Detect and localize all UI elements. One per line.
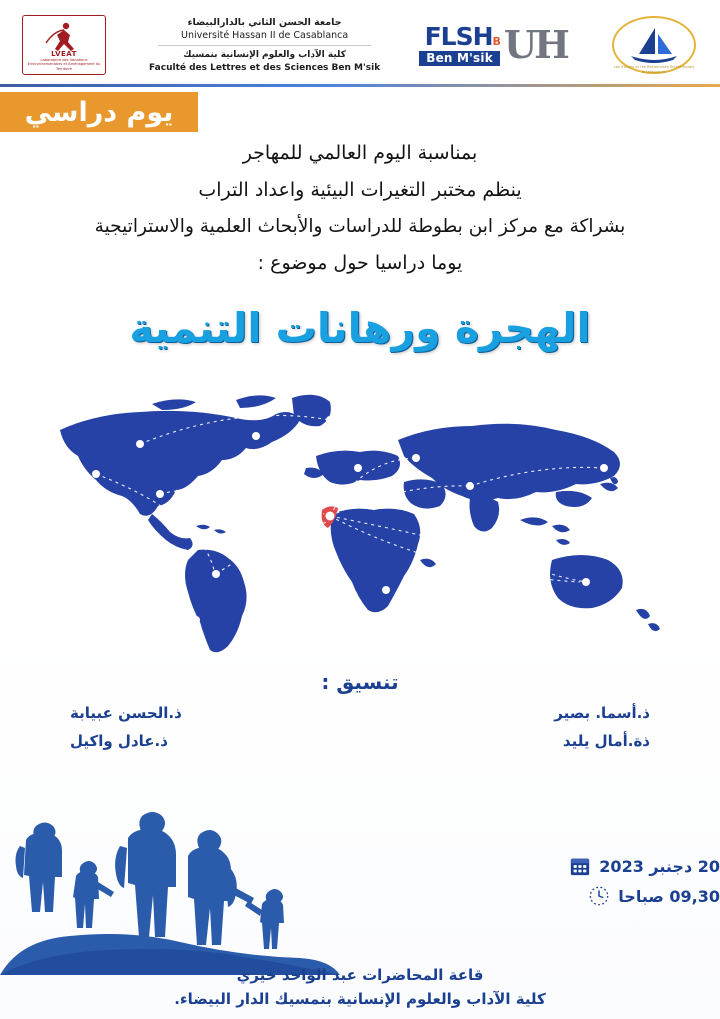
university-identity <box>143 16 386 74</box>
ben-msik-label: Ben M'sik <box>419 51 500 66</box>
coordinator-name: ذ.عادل واكيل <box>70 731 168 750</box>
calendar-icon <box>569 855 591 877</box>
lveat-sublabel: Laboratoire des Variations Environnementales et Aménagement du Territoire <box>27 57 101 71</box>
boat-logo <box>606 12 702 78</box>
university-name-fr: Université Hassan II de Casablanca <box>181 30 349 42</box>
migrant-family-illustration <box>0 790 340 975</box>
study-day-banner-label: يوم دراسي <box>24 96 174 128</box>
coordination-names-left <box>70 700 182 756</box>
lveat-label: LVEAT <box>51 49 77 58</box>
faculty-name-fr: Faculté des Lettres et des Sciences Ben M'sik <box>149 62 381 73</box>
coordinator-name: ذ.أسما. بصير <box>554 704 650 723</box>
coordination-label: تنسيق : <box>321 670 399 695</box>
event-time: 09,30 صباحا <box>618 886 720 906</box>
header-rule <box>0 84 720 87</box>
intro-line-4: يوما دراسيا حول موضوع : <box>257 252 463 275</box>
flsh-wordmark: FLSHB <box>424 22 500 51</box>
faculty-name-ar: كلية الآداب والعلوم الإنسانية بنمسيك <box>183 50 346 61</box>
venue-line-1: قاعة المحاضرات عبد الواحد خيري <box>236 966 484 984</box>
intro-block <box>0 135 720 282</box>
intro-line-2: ينظم مختبر التغيرات البيئية واعداد التراب <box>198 179 522 202</box>
world-map <box>0 364 720 664</box>
time-row <box>516 885 720 907</box>
map-landmasses <box>60 395 660 652</box>
coordinator-name: ذ.الحسن عبيابة <box>70 704 182 723</box>
clock-icon <box>588 885 610 907</box>
uh-monogram: UH <box>503 22 567 67</box>
event-title: الهجرة ورهانات التنمية <box>129 304 591 353</box>
datetime-block <box>490 855 720 915</box>
poster-header <box>0 0 720 84</box>
intro-line-1: بمناسبة اليوم العالمي للمهاجر <box>242 142 478 164</box>
university-name-ar: جامعة الحسن الثاني بالدارالبيضاء <box>187 16 342 28</box>
sailboat-icon <box>625 26 683 66</box>
flsh-logo <box>419 24 567 66</box>
divider <box>158 45 371 46</box>
family-silhouettes <box>16 812 285 949</box>
venue-line-2: كلية الآداب والعلوم الإنسانية بنمسيك الدار البيضاء. <box>174 990 546 1008</box>
lveat-logo <box>18 12 110 78</box>
coordination-block <box>0 670 720 756</box>
coordinator-name: ذة.أمال يليد <box>562 731 650 750</box>
venue-block <box>0 963 720 1011</box>
study-day-banner <box>0 92 198 132</box>
boat-logo-caption: Les Études et les Recherches Scientifiques Stratégiques <box>613 65 695 74</box>
event-date: 20 دجنبر 2023 <box>599 856 720 876</box>
intro-line-3: بشراكة مع مركز ابن بطوطة للدراسات والأبحاث العلمية والاستراتيجية <box>94 216 626 238</box>
runner-icon <box>44 21 84 55</box>
coordination-names-right <box>554 700 650 756</box>
date-row <box>516 855 720 877</box>
